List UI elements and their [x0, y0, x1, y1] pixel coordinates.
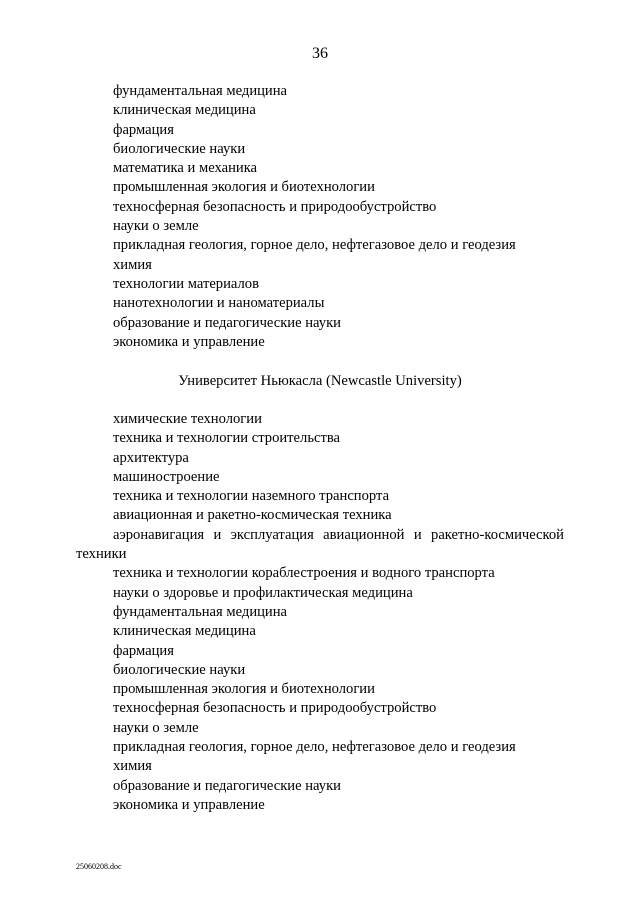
list-item: химические технологии — [113, 411, 262, 427]
field-list-1 — [0, 82, 640, 352]
field-list-2 — [0, 410, 640, 815]
list-item: прикладная геология, горное дело, нефтегазовое дело и геодезия — [113, 739, 516, 756]
list-item: математика и механика — [113, 160, 258, 177]
list-item: науки о земле — [113, 218, 199, 235]
list-item: образование и педагогические науки — [113, 777, 341, 794]
document-filename: 25060208.doc — [76, 862, 122, 871]
list-item: биологические науки — [113, 661, 246, 678]
list-item: науки о земле — [113, 719, 199, 736]
list-item: клиническая медицина — [113, 102, 256, 119]
list-item: техносферная безопасность и природообустройство — [113, 198, 437, 215]
list-item: технологии материалов — [113, 275, 259, 292]
list-item: фармация — [113, 642, 174, 659]
university-heading: Университет Ньюкасла (Newcastle University) — [178, 373, 462, 389]
list-item: биологические науки — [113, 140, 246, 157]
page-number: 36 — [312, 45, 328, 62]
list-item: прикладная геология, горное дело, нефтегазовое дело и геодезия — [113, 237, 516, 254]
list-item: образование и педагогические науки — [113, 314, 341, 331]
list-item: фармация — [113, 121, 174, 138]
list-item: техника и технологии кораблестроения и водного транспорта — [113, 565, 495, 582]
list-item: нанотехнологии и наноматериалы — [113, 295, 325, 312]
list-item-wrapped: аэронавигация и эксплуатация авиационной и ракетно-космической — [113, 526, 564, 543]
list-item: экономика и управление — [113, 333, 265, 350]
list-item-wrapped-continuation: техники — [76, 546, 127, 563]
list-item: фундаментальная медицина — [113, 603, 288, 620]
list-item: техника и технологии наземного транспорта — [113, 488, 390, 505]
list-item: химия — [113, 256, 152, 273]
list-item: промышленная экология и биотехнологии — [113, 179, 375, 196]
list-item: промышленная экология и биотехнологии — [113, 681, 375, 698]
list-item: машиностроение — [113, 468, 220, 485]
list-item: фундаментальная медицина — [113, 83, 288, 99]
list-item: техносферная безопасность и природообустройство — [113, 700, 437, 717]
list-item: клиническая медицина — [113, 623, 256, 640]
list-item: архитектура — [113, 449, 189, 466]
list-item: экономика и управление — [113, 796, 265, 813]
list-item: авиационная и ракетно-космическая техника — [113, 507, 392, 524]
list-item: химия — [113, 758, 152, 775]
list-item: науки о здоровье и профилактическая медицина — [113, 584, 413, 601]
list-item: техника и технологии строительства — [113, 430, 341, 447]
